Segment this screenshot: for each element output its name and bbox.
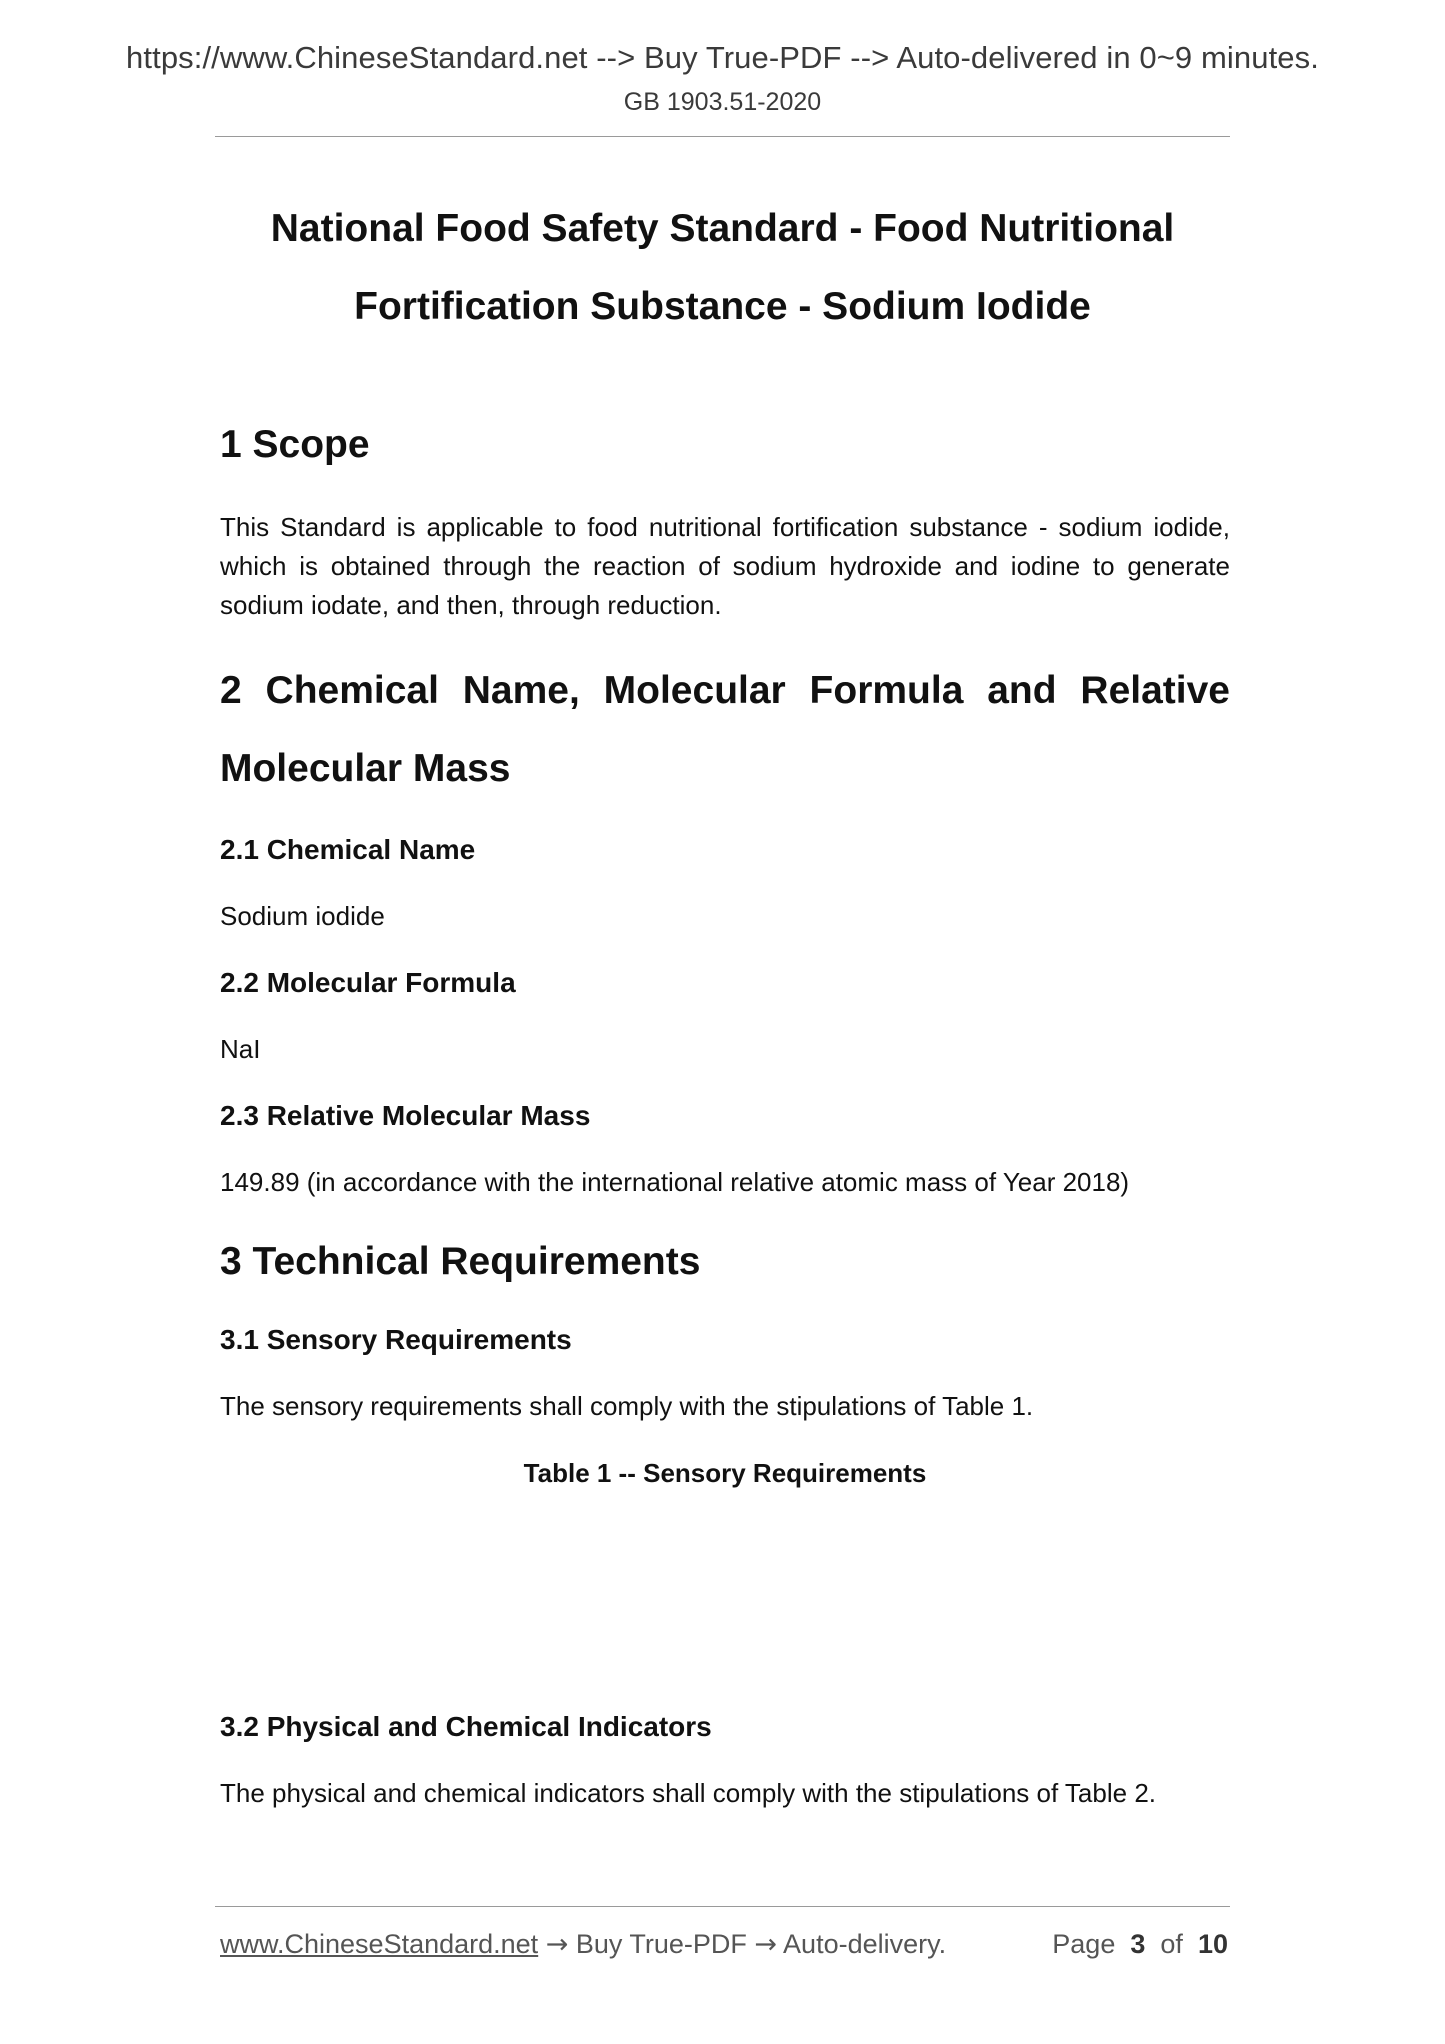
header-banner: https://www.ChineseStandard.net --> Buy True-PDF --> Auto-delivered in 0~9 minutes. [126,40,1319,75]
sensory-requirements-paragraph: The sensory requirements shall comply with the stipulations of Table 1. [220,1391,1034,1421]
section-1-heading: 1 Scope [220,423,370,466]
section-3-2-heading: 3.2 Physical and Chemical Indicators [220,1711,712,1742]
footer-auto-text: Auto-delivery. [783,1929,947,1959]
section-3-heading: 3 Technical Requirements [220,1240,701,1283]
page-current: 3 [1130,1929,1146,1959]
chemical-name-value: Sodium iodide [220,901,385,931]
section-2-2-heading: 2.2 Molecular Formula [220,967,516,998]
footer-buy-text: Buy True-PDF [575,1929,747,1959]
header-divider [215,136,1230,137]
page-number [1052,1924,1228,1964]
document-body [220,415,1230,1813]
molecular-mass-value: 149.89 (in accordance with the international relative atomic mass of Year 2018) [220,1167,1130,1197]
document-title-line-1: National Food Safety Standard - Food Nutritional [270,207,1175,250]
document-title-line-2: Fortification Substance - Sodium Iodide [354,285,1091,328]
physchem-indicators-paragraph: The physical and chemical indicators shall comply with the stipulations of Table 2. [220,1778,1156,1808]
arrow-right-icon: → [754,1929,778,1960]
section-3-1-heading: 3.1 Sensory Requirements [220,1324,572,1355]
header-standard-code: GB 1903.51-2020 [623,88,822,116]
footer-divider [215,1906,1230,1907]
page-total: 10 [1197,1929,1228,1959]
footer-promo [220,1924,946,1965]
page-of: of [1160,1929,1183,1959]
table-1-placeholder [220,1493,1230,1707]
table-1-caption: Table 1 -- Sensory Requirements [523,1458,927,1488]
section-2-3-heading: 2.3 Relative Molecular Mass [220,1100,591,1131]
molecular-formula-value: NaI [220,1034,261,1064]
section-1-paragraph: This Standard is applicable to food nutritional fortification substance - sodium iodide, which is obtained through the reaction of sodium hydroxide and iodine to generate sodium iodate, and then, through reduction. [220,512,1230,620]
section-2-1-heading: 2.1 Chemical Name [220,834,476,865]
document-title [215,190,1230,346]
arrow-right-icon: → [545,1929,569,1960]
page-label: Page [1052,1929,1116,1959]
section-2-heading: 2 Chemical Name, Molecular Formula and Relative Molecular Mass [220,669,1230,790]
footer-site-link[interactable]: www.ChineseStandard.net [220,1929,539,1959]
